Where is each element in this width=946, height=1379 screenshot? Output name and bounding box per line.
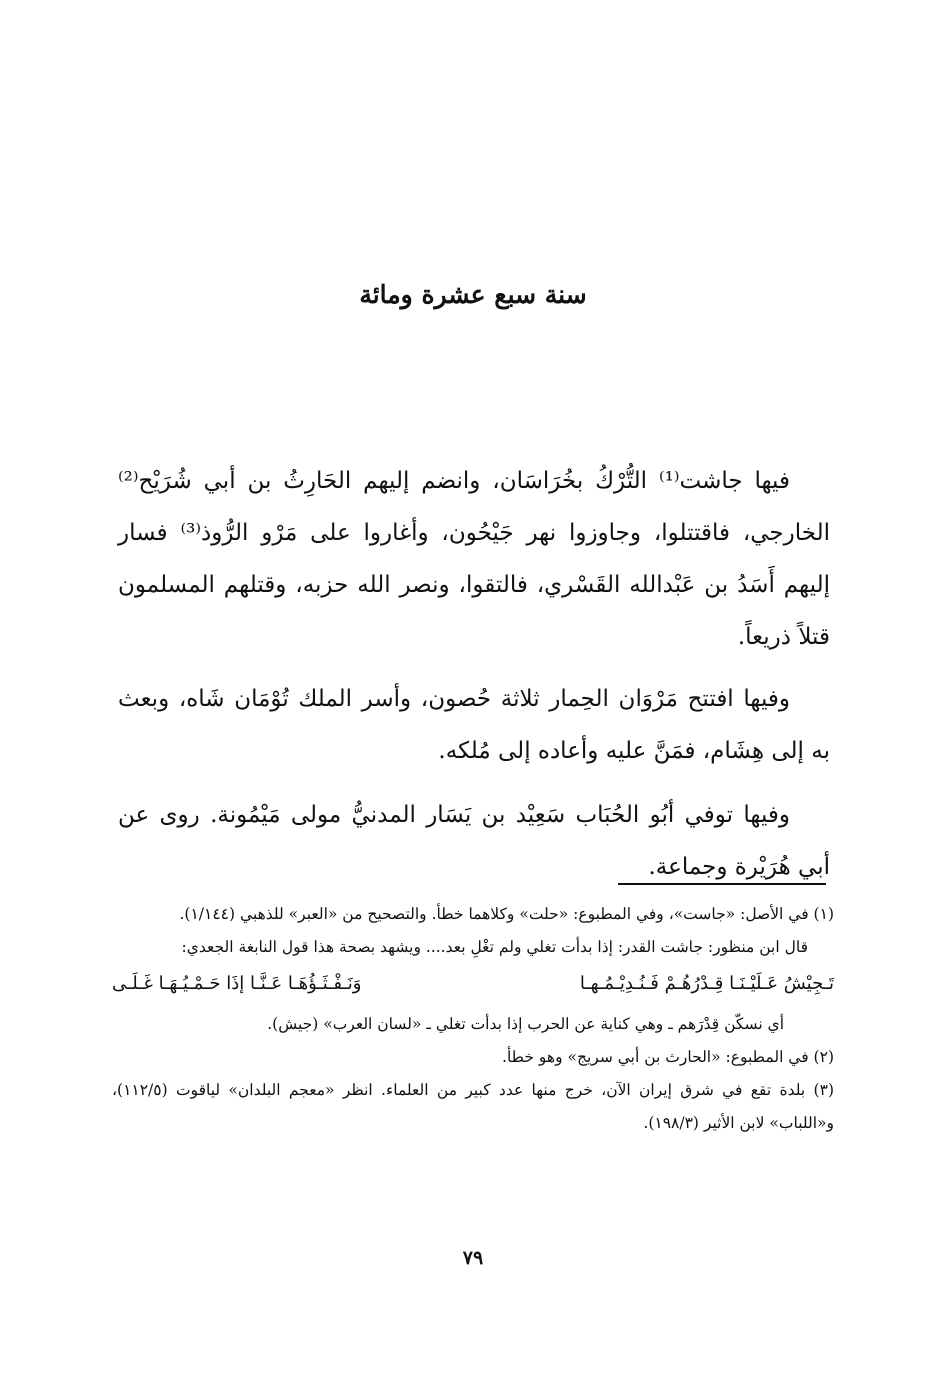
verse-second-hemistich: وَنَـفْـثَـؤُهَـا عَـنَّـا إذَا حَـمْـيُـهَـا غَـلَـى bbox=[112, 973, 362, 994]
footnote-1-quote-intro: قال ابن منظور: جاشت القدر: إذا بدأت تغلي ولم تغْلِ بعد.... ويشهد بصحة هذا قول النابغة الجعدي: bbox=[181, 938, 808, 956]
footnotes bbox=[112, 898, 834, 1140]
verse-first-hemistich: تَـجِيْشُ عَـلَيْـنَـا قِـدْرُهُـمْ فَـنُـدِيْـمُـهـا bbox=[579, 973, 834, 994]
paragraph: وفيها توفي أبُو الحُبَاب سَعِيْد بن يَسَار المدنيُّ مولى مَيْمُونة. روى عن أبي هُرَيْرة وجماعة. bbox=[118, 802, 830, 880]
paragraph: وفيها افتتح مَرْوَان الحِمار ثلاثة حُصون، وأسر الملك تُوْمَان شَاه، وبعث به إلى هِشَام، فمَنَّ عليه وأعاده إلى مُلكه. bbox=[118, 686, 830, 764]
chapter-title: سنة سبع عشرة ومائة bbox=[359, 280, 587, 309]
footnote-2: (٢) في المطبوع: «الحارث بن أبي سريج» وهو خطأ. bbox=[502, 1048, 834, 1066]
footnote-divider bbox=[618, 883, 826, 885]
footnote-1: (١) في الأصل: «جاست»، وفي المطبوع: «حلت» وكلاهما خطأ. والتصحيح من «العبر» للذهبي (١/١٤٤). bbox=[179, 905, 834, 923]
poem-verse bbox=[112, 966, 834, 1002]
footnote-3: (٣) بلدة تقع في شرق إيران الآن، خرج منها عدد كبير من العلماء. انظر «معجم البلدان» لياقوت (١١٢/٥)، و«اللباب» لابن الأثير (١٩٨/٣). bbox=[112, 1081, 834, 1132]
main-text bbox=[118, 455, 830, 905]
footnote-1-explanation: أي نسكّن قِدْرَهم ـ وهي كناية عن الحرب إذا بدأت تغلي ـ «لسان العرب» (جيش). bbox=[267, 1015, 784, 1033]
page-number: ٧٩ bbox=[462, 1247, 484, 1269]
paragraph: فيها جاشت⁽¹⁾ التُّرْكُ بخُرَاسَان، وانضم إليهم الحَارِثُ بن أبي شُرَيْح⁽²⁾ الخارجي، فاقتتلوا، وجاوزوا نهر جَيْحُون، وأغاروا على مَرْو الرُّوذ⁽³⁾ فسار إليهم أَسَدُ بن عَبْدالله القَسْري، فالتقوا، ونصر الله حزبه، وقتلهم المسلمون قتلاً ذريعاً. bbox=[118, 468, 830, 650]
